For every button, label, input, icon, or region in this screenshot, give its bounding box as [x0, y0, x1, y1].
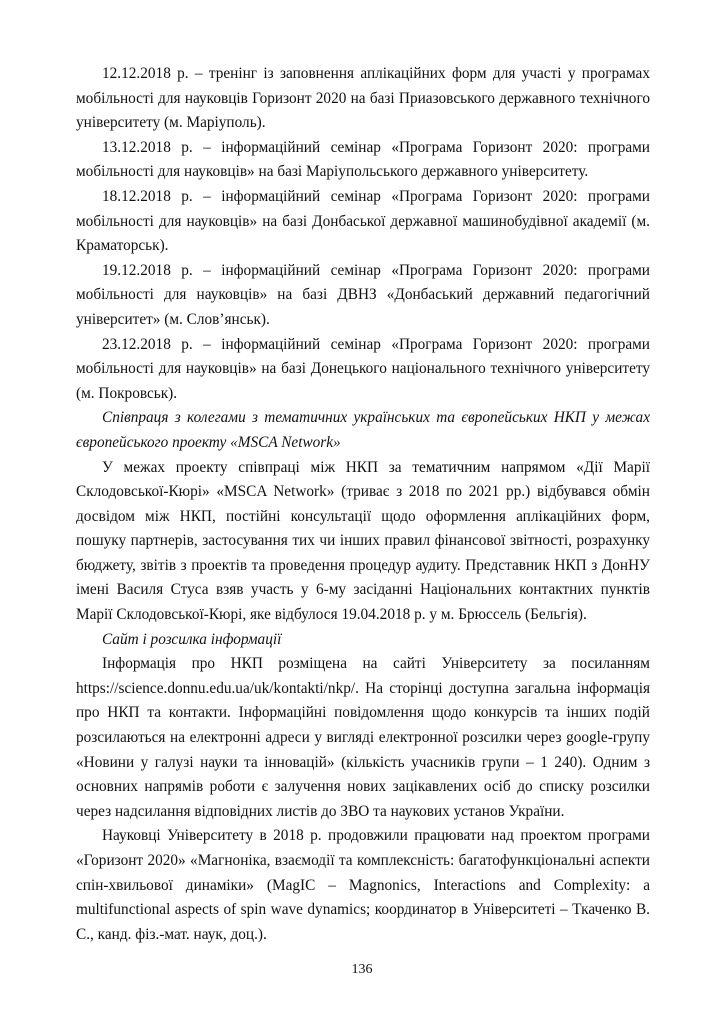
section-heading-website: Сайт і розсилка інформації	[102, 630, 282, 648]
paragraph-event-23-12: 23.12.2018 р. – інформаційний семінар «Програма Горизонт 2020: програми мобільності для науковців» на базі Донецького національного технічного університету (м. Покровськ).	[76, 335, 650, 402]
paragraph-website: Інформація про НКП розміщена на сайті Університету за посиланням https://science.donnu.edu.ua/uk/kontakti/nkp/. На сторінці доступна загальна інформація про НКП та контакти. Інформаційні повідомлення щодо конкурсів та інших подій розсилаються на електронні адреси у вигляді електронної розсилки через google-групу «Новини у галузі науки та інновацій» (кількість учасників групи – 1 240). Одним з основних напрямів роботи є залучення нових зацікавлених осіб до списку розсилки через надсилання відповідних листів до ЗВО та наукових установ України.	[76, 655, 650, 820]
section-heading-msca-network: Співпраця з колегами з тематичних українських та європейських НКП у межах європейського проекту «MSCA Network»	[76, 409, 650, 451]
paragraph-event-19-12: 19.12.2018 р. – інформаційний семінар «Програма Горизонт 2020: програми мобільності для науковців» на базі ДВНЗ «Донбаський державний педагогічний університет» (м. Слов’янськ).	[76, 261, 650, 328]
paragraph-event-18-12: 18.12.2018 р. – інформаційний семінар «Програма Горизонт 2020: програми мобільності для науковців» на базі Донбаської державної машинобудівної академії (м. Краматорськ).	[76, 187, 650, 255]
paragraph-event-12-12: 12.12.2018 р. – тренінг із заповнення аплікаційних форм для участі у програмах мобільності для науковців Горизонт 2020 на базі Приазовського державного технічного університету (м. Маріуполь).	[76, 65, 650, 132]
paragraph-magic-project: Науковці Університету в 2018 р. продовжили працювати над проектом програми «Горизонт 2020» «Магноніка, взаємодії та комплексність: багатофункціональні аспекти спін-хвильової динаміки» (MagIC – Magnonics, Interactions and Complexity: a multifunctional aspects of spin wave dynamics; координатор в Університеті – Ткаченко В. С., канд. фіз.-мат. наук, доц.).	[76, 827, 650, 943]
page-number: 136	[351, 962, 373, 977]
page-body	[76, 62, 650, 947]
paragraph-msca-network: У межах проекту співпраці між НКП за тематичним напрямом «Дії Марії Склодовської-Кюрі» «MSCA Network» (триває з 2018 по 2021 рр.) відбувався обмін досвідом між НКП, постійні консультації щодо оформлення аплікаційних форм, пошуку партнерів, застосування тих чи інших правил фінансової звітності, розрахунку бюджету, звітів з проектів та проведення процедур аудиту. Представник НКП з ДонНУ імені Василя Стуса взяв участь у 6-му засіданні Національних контактних пунктів Марії Склодовської-Кюрі, яке відбулося 19.04.2018 р. у м. Брюссель (Бельгія).	[76, 458, 650, 624]
paragraph-event-13-12: 13.12.2018 р. – інформаційний семінар «Програма Горизонт 2020: програми мобільності для науковців» на базі Маріупольського державного університету.	[76, 138, 650, 181]
